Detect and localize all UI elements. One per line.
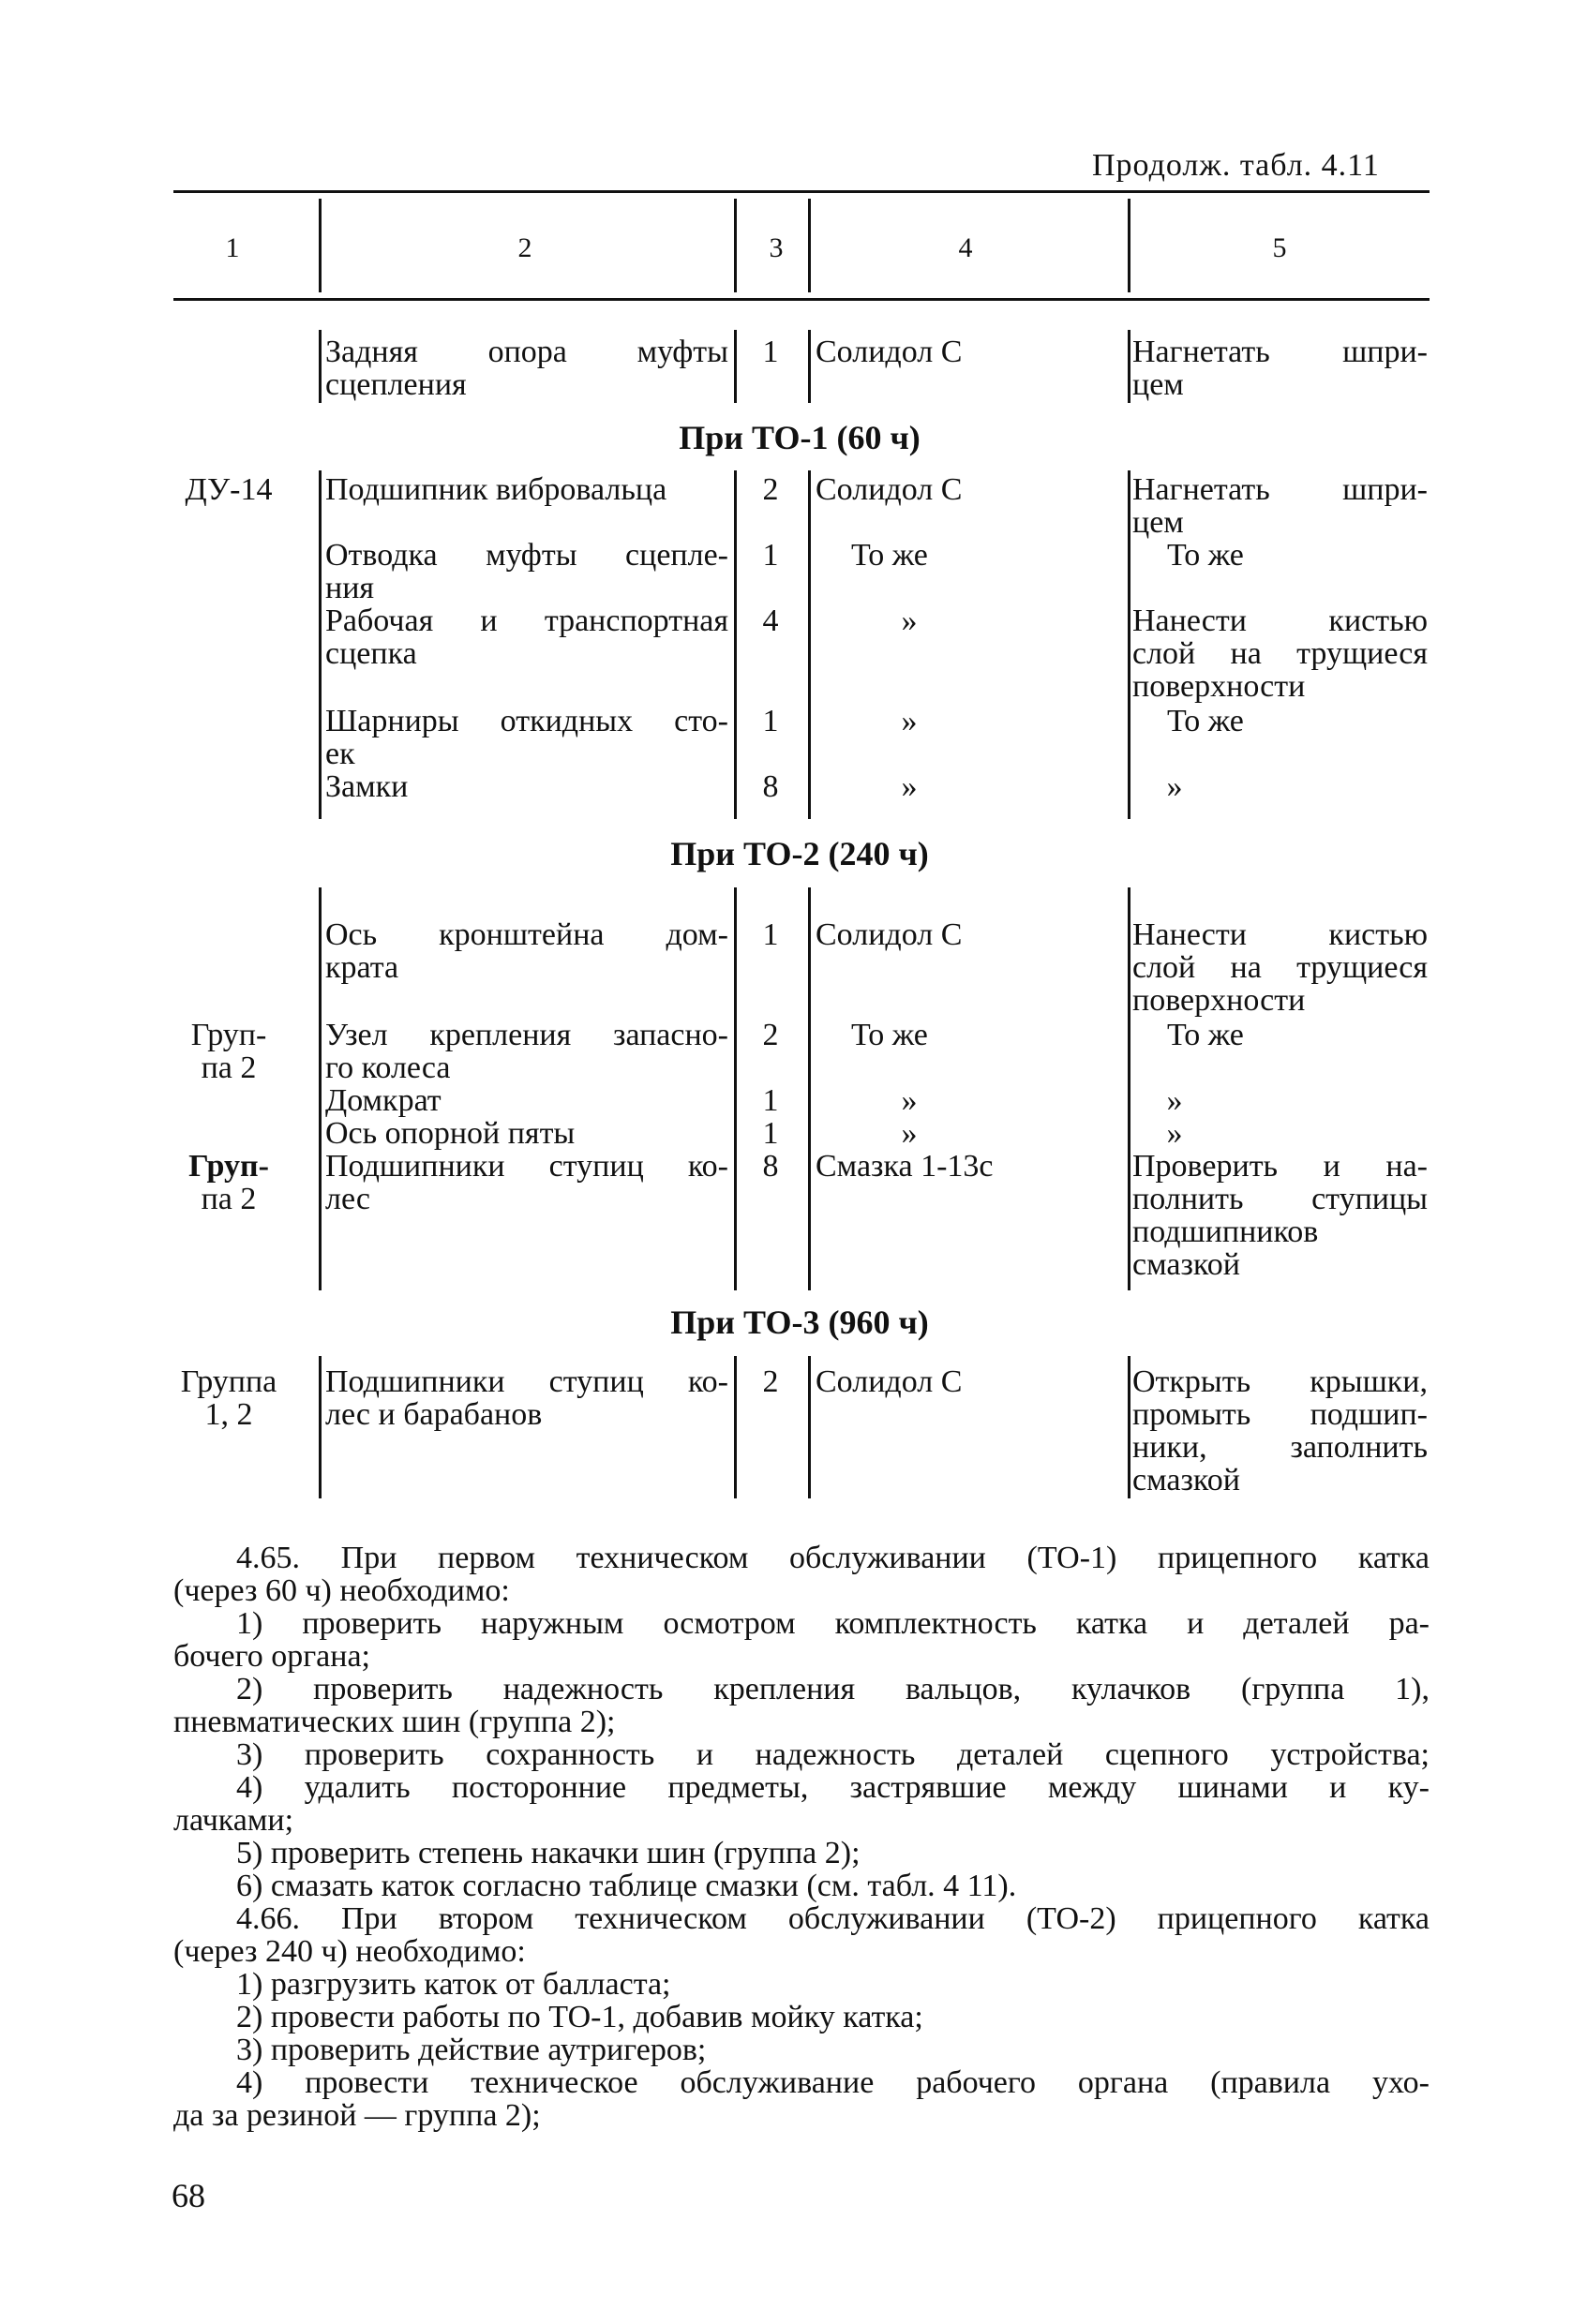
- table-cell-lubricant: »: [901, 1116, 918, 1151]
- table-cell-method: слой на трущиеся: [1132, 636, 1428, 671]
- table-cell-component: Подшипник вибровальца: [325, 472, 667, 507]
- table-cell-points: 8: [762, 769, 779, 804]
- column-header-4: 4: [958, 232, 973, 263]
- table-continuation-caption: Продолж. табл. 4.11: [1092, 148, 1380, 183]
- table-cell-component: Ось опорной пяты: [325, 1116, 576, 1151]
- table-cell-points: 2: [762, 1018, 779, 1052]
- column-header-2: 2: [517, 232, 532, 263]
- table-cell-component: сцепления: [325, 367, 467, 402]
- table-cell-lubricant: Смазка 1-13с: [816, 1149, 994, 1184]
- table-cell-machine: ДУ-14: [185, 472, 273, 507]
- paragraph-4-65: [173, 1542, 1430, 1902]
- table-cell-method: Нанести кистью: [1132, 917, 1428, 952]
- table-cell-lubricant: »: [901, 769, 918, 804]
- header-divider: [808, 199, 811, 292]
- column-divider: [808, 470, 811, 819]
- table-cell-group: 1, 2: [204, 1397, 253, 1432]
- table-cell-method: Проверить и на-: [1132, 1149, 1428, 1184]
- table-cell-points: 2: [762, 472, 779, 507]
- table-cell-component: лес: [325, 1182, 370, 1216]
- table-cell-method: поверхности: [1132, 669, 1306, 704]
- table-cell-group: па 2: [201, 1182, 257, 1216]
- table-cell-component: Домкрат: [325, 1083, 442, 1118]
- table-cell-lubricant: То же: [851, 538, 928, 573]
- table-cell-method: смазкой: [1132, 1463, 1240, 1497]
- table-cell-method: То же: [1167, 1018, 1244, 1052]
- table-cell-points: 1: [762, 1083, 779, 1118]
- table-cell-points: 1: [762, 917, 779, 952]
- text-line: 6) смазать каток согласно таблице смазки (см. табл. 4 11).: [236, 1869, 1017, 1903]
- section-heading-to1: При ТО-1 (60 ч): [679, 419, 921, 456]
- column-divider: [1128, 330, 1130, 403]
- table-cell-points: 1: [762, 704, 779, 738]
- table-cell-component: Ось кронштейна дом-: [325, 917, 728, 952]
- text-line: да за резиной — группа 2);: [173, 2098, 541, 2133]
- table-cell-component: Подшипники ступиц ко-: [325, 1364, 728, 1399]
- table-cell-component: Шарниры откидных сто-: [325, 704, 728, 738]
- table-cell-lubricant: Солидол С: [816, 472, 963, 507]
- column-divider: [734, 887, 737, 1290]
- text-line: (через 240 ч) необходимо:: [173, 1934, 526, 1969]
- table-cell-component: Задняя опора муфты: [325, 335, 728, 369]
- table-cell-group: Груп-: [190, 1018, 267, 1052]
- table-cell-method: поверхности: [1132, 983, 1306, 1018]
- column-divider: [808, 1356, 811, 1498]
- text-line: бочего органа;: [173, 1639, 370, 1674]
- table-cell-points: 2: [762, 1364, 779, 1399]
- table-cell-method: »: [1166, 1083, 1183, 1118]
- column-divider: [319, 887, 322, 1290]
- column-header-5: 5: [1272, 232, 1287, 263]
- table-cell-component: Подшипники ступиц ко-: [325, 1149, 728, 1184]
- table-cell-method: подшипников: [1132, 1214, 1319, 1249]
- section-heading-to2: При ТО-2 (240 ч): [670, 835, 929, 872]
- table-cell-method: цем: [1132, 367, 1184, 402]
- column-divider: [808, 330, 811, 403]
- table-header-rule: [173, 298, 1430, 301]
- table-cell-method: цем: [1132, 505, 1184, 540]
- text-line: 3) проверить сохранность и надежность деталей сцепного устройства;: [236, 1737, 1430, 1772]
- table-cell-component: ек: [325, 737, 355, 771]
- section-heading-to3: При ТО-3 (960 ч): [670, 1304, 929, 1341]
- column-divider: [1128, 470, 1130, 819]
- page-number: 68: [172, 2177, 205, 2214]
- column-header-1: 1: [225, 232, 240, 263]
- text-line: 4.65. При первом техническом обслуживании (ТО-1) прицепного катка: [236, 1541, 1430, 1575]
- table-cell-method: Открыть крышки,: [1132, 1364, 1428, 1399]
- column-divider: [1128, 887, 1130, 1290]
- table-cell-method: Нагнетать шпри-: [1132, 335, 1428, 369]
- table-cell-method: промыть подшип-: [1132, 1397, 1428, 1432]
- text-line: 2) проверить надежность крепления вальцов, кулачков (группа 1),: [236, 1672, 1430, 1706]
- column-divider: [734, 330, 737, 403]
- column-divider: [319, 330, 322, 403]
- text-line: 4.66. При втором техническом обслуживании (ТО-2) прицепного катка: [236, 1901, 1430, 1936]
- table-cell-method: слой на трущиеся: [1132, 950, 1428, 985]
- table-cell-lubricant: Солидол С: [816, 335, 963, 369]
- table-top-rule: [173, 190, 1430, 193]
- table-cell-group: Группа: [180, 1364, 277, 1399]
- table-cell-points: 1: [762, 335, 779, 369]
- table-cell-lubricant: »: [901, 1083, 918, 1118]
- table-cell-method: То же: [1167, 538, 1244, 573]
- column-divider: [808, 887, 811, 1290]
- text-line: 2) провести работы по ТО-1, добавив мойку катка;: [236, 2000, 923, 2034]
- table-cell-method: »: [1166, 1116, 1183, 1151]
- table-cell-method: полнить ступицы: [1132, 1182, 1428, 1216]
- header-divider: [734, 199, 737, 292]
- table-cell-method: То же: [1167, 704, 1244, 738]
- table-cell-method: смазкой: [1132, 1247, 1240, 1282]
- column-divider: [319, 1356, 322, 1498]
- table-cell-component: лес и барабанов: [325, 1397, 543, 1432]
- table-cell-lubricant: То же: [851, 1018, 928, 1052]
- text-line: 5) проверить степень накачки шин (группа 2);: [236, 1836, 861, 1870]
- table-cell-group: па 2: [201, 1050, 257, 1085]
- column-header-3: 3: [769, 232, 784, 263]
- table-cell-points: 1: [762, 1116, 779, 1151]
- text-line: 1) проверить наружным осмотром комплектность катка и деталей ра-: [236, 1606, 1430, 1641]
- header-divider: [1128, 199, 1130, 292]
- text-line: 4) провести техническое обслуживание рабочего органа (правила ухо-: [236, 2065, 1430, 2100]
- text-line: 4) удалить посторонние предметы, застрявшие между шинами и ку-: [236, 1770, 1430, 1805]
- header-divider: [319, 199, 322, 292]
- table-cell-component: Отводка муфты сцепле-: [325, 538, 728, 573]
- table-cell-lubricant: »: [901, 704, 918, 738]
- table-cell-method: »: [1166, 769, 1183, 804]
- table-cell-points: 4: [762, 603, 779, 638]
- table-cell-component: го колеса: [325, 1050, 451, 1085]
- text-line: пневматических шин (группа 2);: [173, 1705, 616, 1739]
- column-divider: [734, 1356, 737, 1498]
- table-cell-method: Нагнетать шпри-: [1132, 472, 1428, 507]
- text-line: 1) разгрузить каток от балласта;: [236, 1967, 671, 2002]
- text-line: лачками;: [173, 1803, 294, 1838]
- column-divider: [319, 470, 322, 819]
- table-cell-component: Замки: [325, 769, 409, 804]
- column-divider: [1128, 1356, 1130, 1498]
- text-line: 3) проверить действие аутригеров;: [236, 2033, 707, 2067]
- table-cell-lubricant: »: [901, 603, 918, 638]
- table-cell-method: ники, заполнить: [1132, 1430, 1428, 1465]
- table-cell-component: Узел крепления запасно-: [325, 1018, 728, 1052]
- table-cell-lubricant: Солидол С: [816, 1364, 963, 1399]
- table-cell-points: 1: [762, 538, 779, 573]
- table-cell-lubricant: Солидол С: [816, 917, 963, 952]
- paragraph-4-66: [173, 1902, 1430, 2132]
- table-cell-component: ния: [325, 571, 375, 605]
- table-cell-method: Нанести кистью: [1132, 603, 1428, 638]
- table-cell-group: Груп-: [188, 1149, 269, 1184]
- table-cell-component: сцепка: [325, 636, 417, 671]
- table-cell-component: крата: [325, 950, 399, 985]
- column-divider: [734, 470, 737, 819]
- table-cell-component: Рабочая и транспортная: [325, 603, 728, 638]
- table-cell-points: 8: [762, 1149, 779, 1184]
- text-line: (через 60 ч) необходимо:: [173, 1573, 510, 1608]
